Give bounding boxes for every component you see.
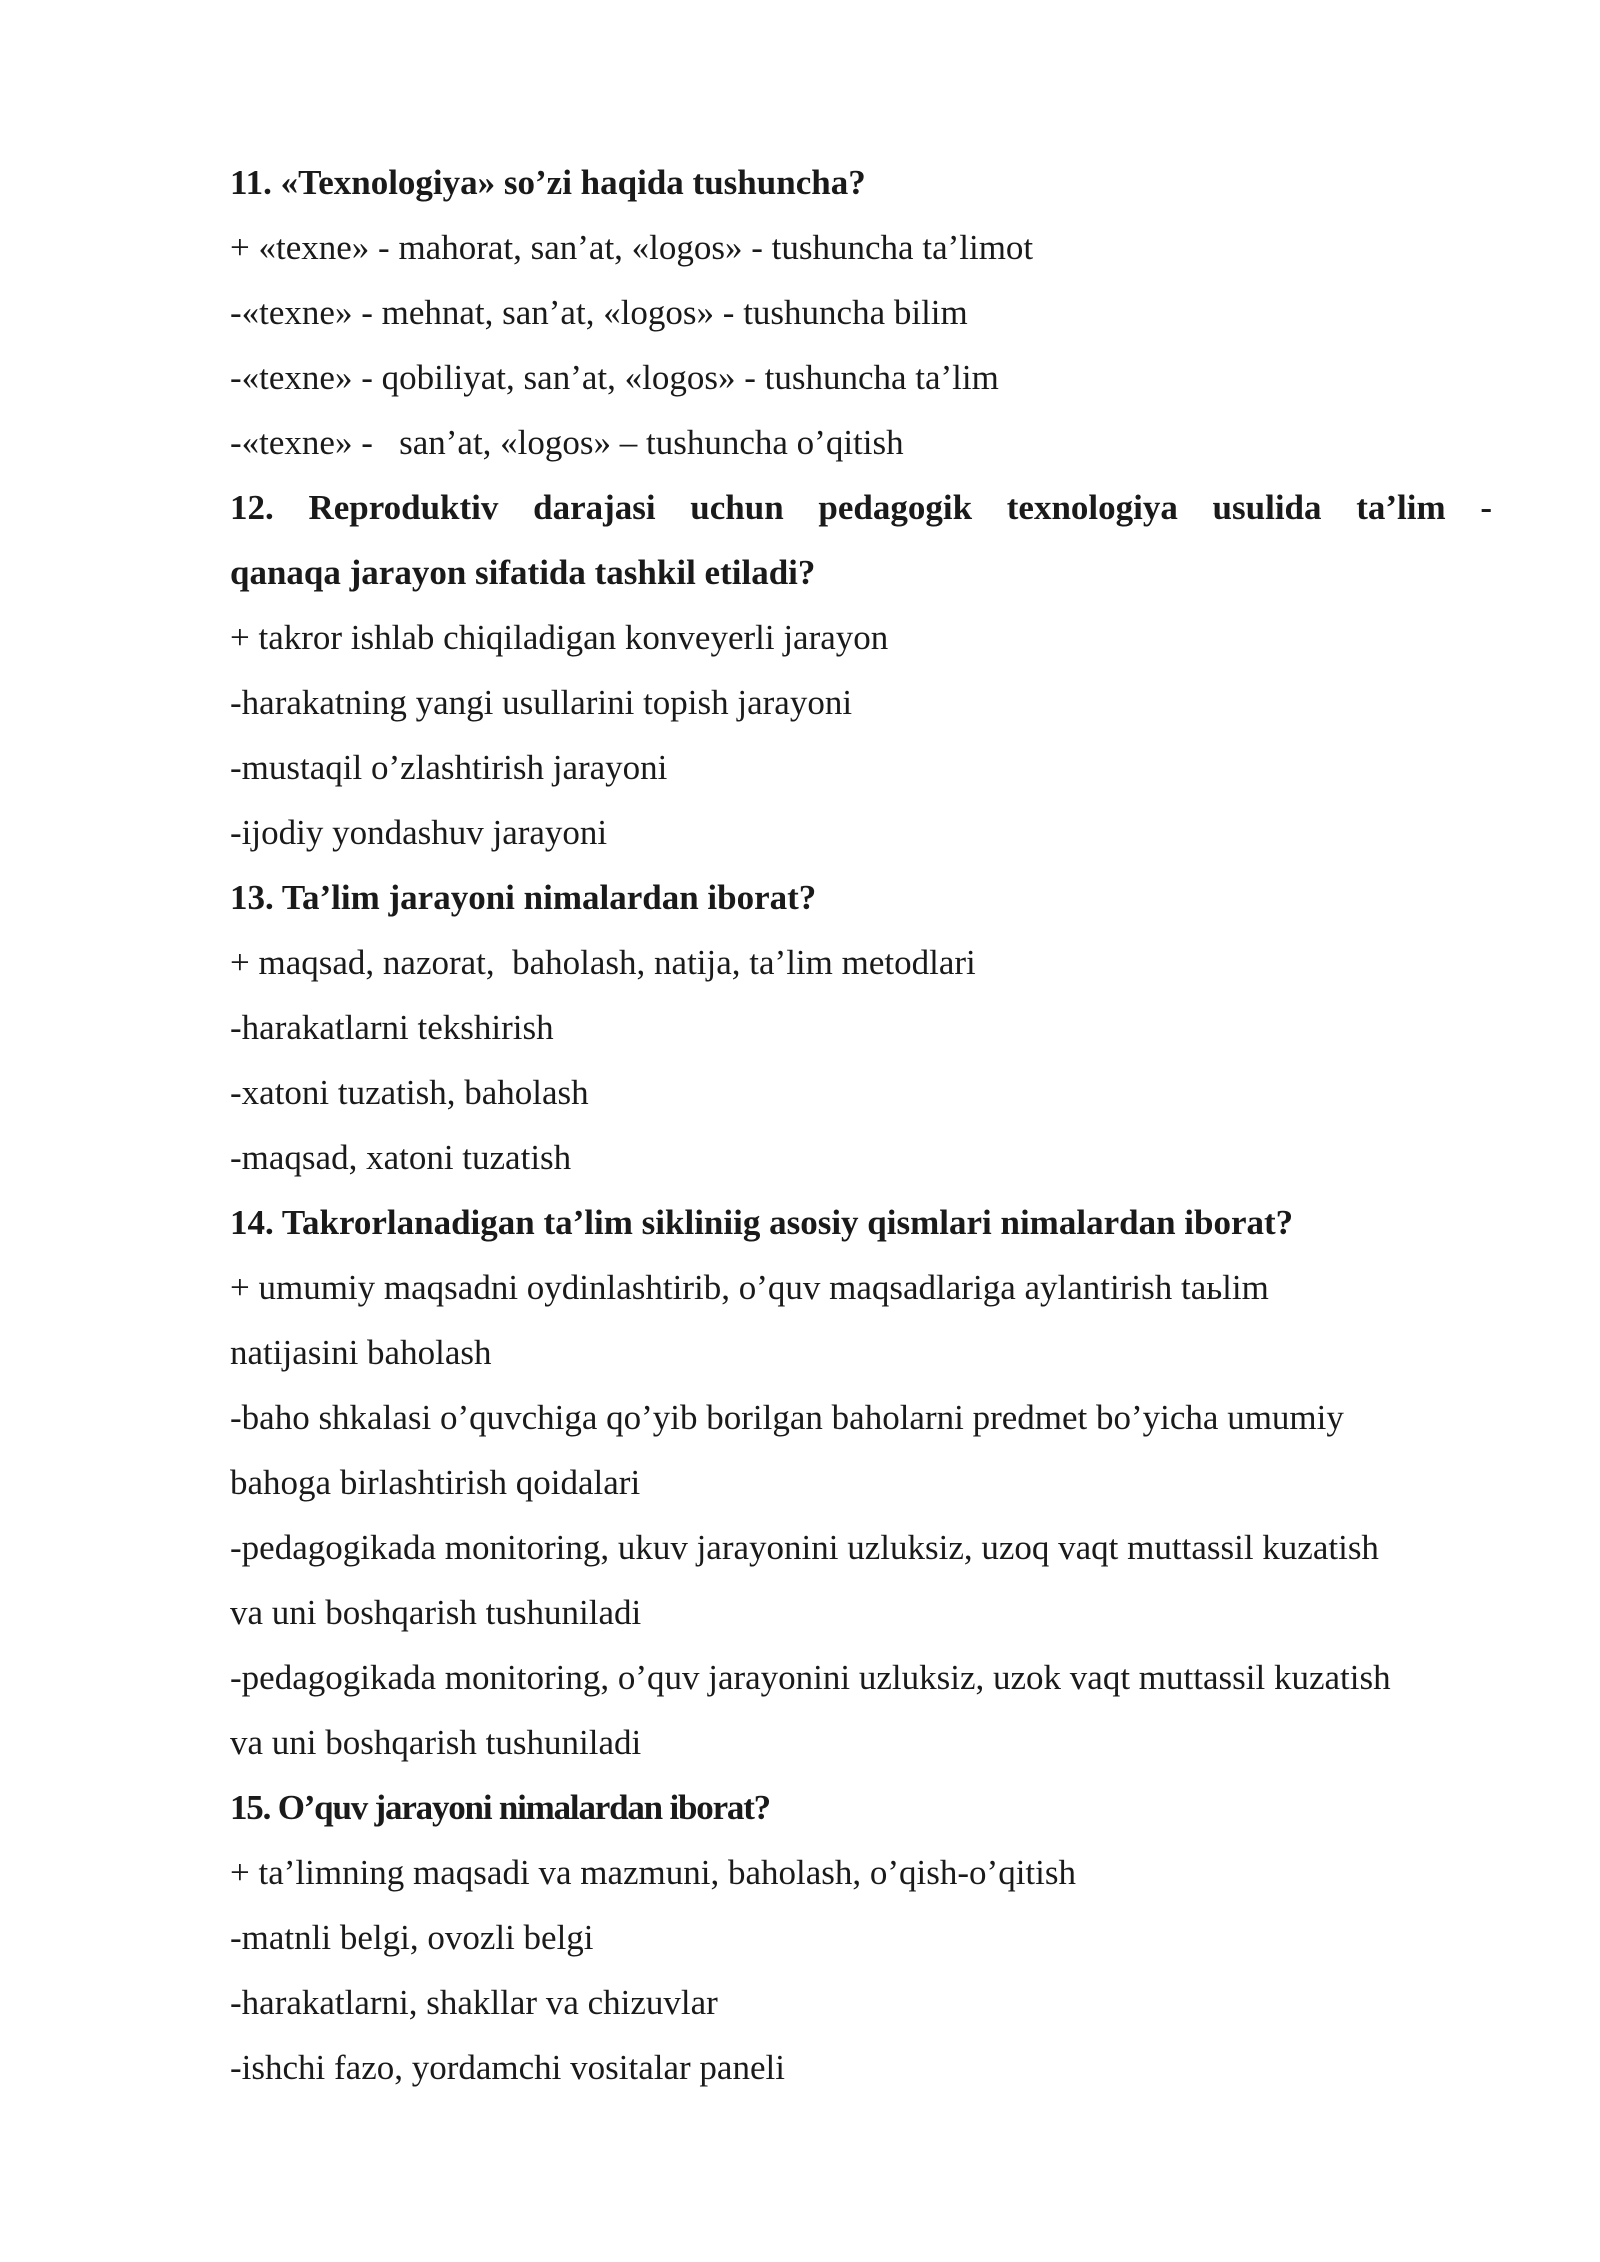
question-14-answer: -pedagogikada monitoring, ukuv jarayonini uzluksiz, uzoq vaqt muttassil kuzatish bbox=[230, 1528, 1379, 1567]
question-12-title-line2: qanaqa jarayon sifatida tashkil etiladi? bbox=[230, 553, 816, 592]
question-11-answer: -«texne» - san’at, «logos» – tushuncha o’qitish bbox=[230, 423, 904, 462]
question-13-answer: -harakatlarni tekshirish bbox=[230, 1008, 554, 1047]
question-14-answer-continuation: va uni boshqarish tushuniladi bbox=[230, 1593, 642, 1632]
question-14-answer: -baho shkalasi o’quvchiga qo’yib borilgan baholarni predmet bo’yicha umumiy bbox=[230, 1398, 1344, 1437]
question-12-answer: -mustaqil o’zlashtirish jarayoni bbox=[230, 748, 668, 787]
question-14-answer: -pedagogikada monitoring, o’quv jarayonini uzluksiz, uzok vaqt muttassil kuzatish bbox=[230, 1658, 1391, 1697]
document-page bbox=[230, 150, 1492, 2100]
question-11-answer: -«texne» - mehnat, san’at, «logos» - tushuncha bilim bbox=[230, 293, 968, 332]
question-15-answer: -ishchi fazo, yordamchi vositalar paneli bbox=[230, 2048, 785, 2087]
question-11-answer: -«texne» - qobiliyat, san’at, «logos» - tushuncha ta’lim bbox=[230, 358, 999, 397]
question-15-answer: -harakatlarni, shakllar va chizuvlar bbox=[230, 1983, 718, 2022]
question-15-answer-correct: + ta’limning maqsadi va mazmuni, baholash, o’qish-o’qitish bbox=[230, 1853, 1076, 1892]
question-13-answer: -maqsad, xatoni tuzatish bbox=[230, 1138, 572, 1177]
question-14-answer-continuation: bahoga birlashtirish qoidalari bbox=[230, 1463, 641, 1502]
question-15-answer: -matnli belgi, ovozli belgi bbox=[230, 1918, 594, 1957]
question-14-title: 14. Takrorlanadigan ta’lim sikliniig asosiy qismlari nimalardan iborat? bbox=[230, 1203, 1294, 1242]
question-14-answer-continuation: va uni boshqarish tushuniladi bbox=[230, 1723, 642, 1762]
question-13-title: 13. Ta’lim jarayoni nimalardan iborat? bbox=[230, 878, 817, 917]
question-11-answer-correct: + «texne» - mahorat, san’at, «logos» - tushuncha ta’limot bbox=[230, 228, 1034, 267]
question-13-answer: -xatoni tuzatish, baholash bbox=[230, 1073, 589, 1112]
question-13-answer-correct: + maqsad, nazorat, baholash, natija, ta’lim metodlari bbox=[230, 943, 976, 982]
question-15-title: 15. O’quv jarayoni nimalardan iborat? bbox=[230, 1788, 770, 1827]
question-12-answer: -harakatning yangi usullarini topish jarayoni bbox=[230, 683, 853, 722]
question-11-title: 11. «Texnologiya» so’zi haqida tushuncha? bbox=[230, 163, 866, 202]
question-12-answer-correct: + takror ishlab chiqiladigan konveyerli jarayon bbox=[230, 618, 889, 657]
question-14-answer-correct: + umumiy maqsadni oydinlashtirib, o’quv maqsadlariga aylantirish taьlim bbox=[230, 1268, 1269, 1307]
question-12-title-line1: 12. Reproduktiv darajasi uchun pedagogik texnologiya usulida ta’lim - bbox=[230, 488, 1492, 527]
question-14-answer-continuation: natijasini baholash bbox=[230, 1333, 492, 1372]
question-12-answer: -ijodiy yondashuv jarayoni bbox=[230, 813, 608, 852]
